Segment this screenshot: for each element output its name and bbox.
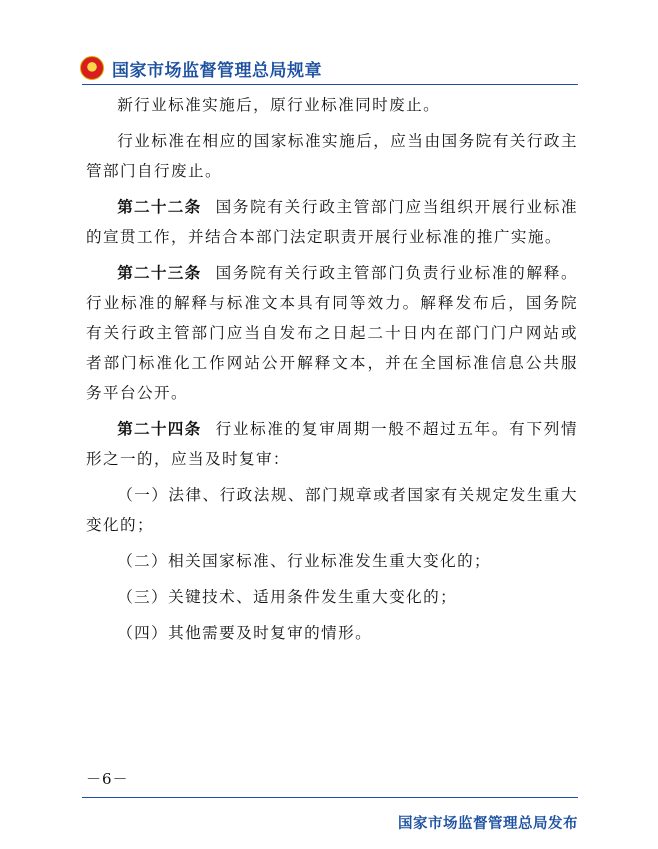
article-number: 第二十二条 [117,198,202,216]
list-item: （四）其他需要及时复审的情形。 [117,624,373,642]
article-number: 第二十四条 [117,420,202,438]
page-header [80,52,580,84]
list-item: （二）相关国家标准、行业标准发生重大变化的； [117,552,492,570]
paragraph: 第二十四条 行业标准的复审周期一般不超过五年。有下列情形之一的，应当及时复审： [86,420,578,468]
list-item: （三）关键技术、适用条件发生重大变化的； [117,588,458,606]
document-body [86,90,578,654]
page-number: －6－ [86,770,129,788]
paragraph: 行业标准在相应的国家标准实施后，应当由国务院有关行政主管部门自行废止。 [86,132,578,180]
paragraph: 第二十二条 国务院有关行政主管部门应当组织开展行业标准的宣贯工作，并结合本部门法定职责开展行业标准的推广实施。 [86,198,578,246]
footer-divider [82,797,578,798]
paragraph: 第二十三条 国务院有关行政主管部门负责行业标准的解释。行业标准的解释与标准文本具有同等效力。解释发布后，国务院有关行政主管部门应当自发布之日起二十日内在部门门户网站或者部门标准化工作网站公开解释文本，并在全国标准信息公共服务平台公开。 [86,264,578,402]
paragraph: 新行业标准实施后，原行业标准同时废止。 [117,96,441,114]
footer-publisher: 国家市场监督管理总局发布 [398,816,578,832]
header-divider [82,84,578,85]
national-emblem-icon [80,56,104,80]
list-item: （一）法律、行政法规、部门规章或者国家有关规定发生重大变化的； [86,486,578,534]
article-number: 第二十三条 [117,264,202,282]
header-title: 国家市场监督管理总局规章 [112,60,322,81]
